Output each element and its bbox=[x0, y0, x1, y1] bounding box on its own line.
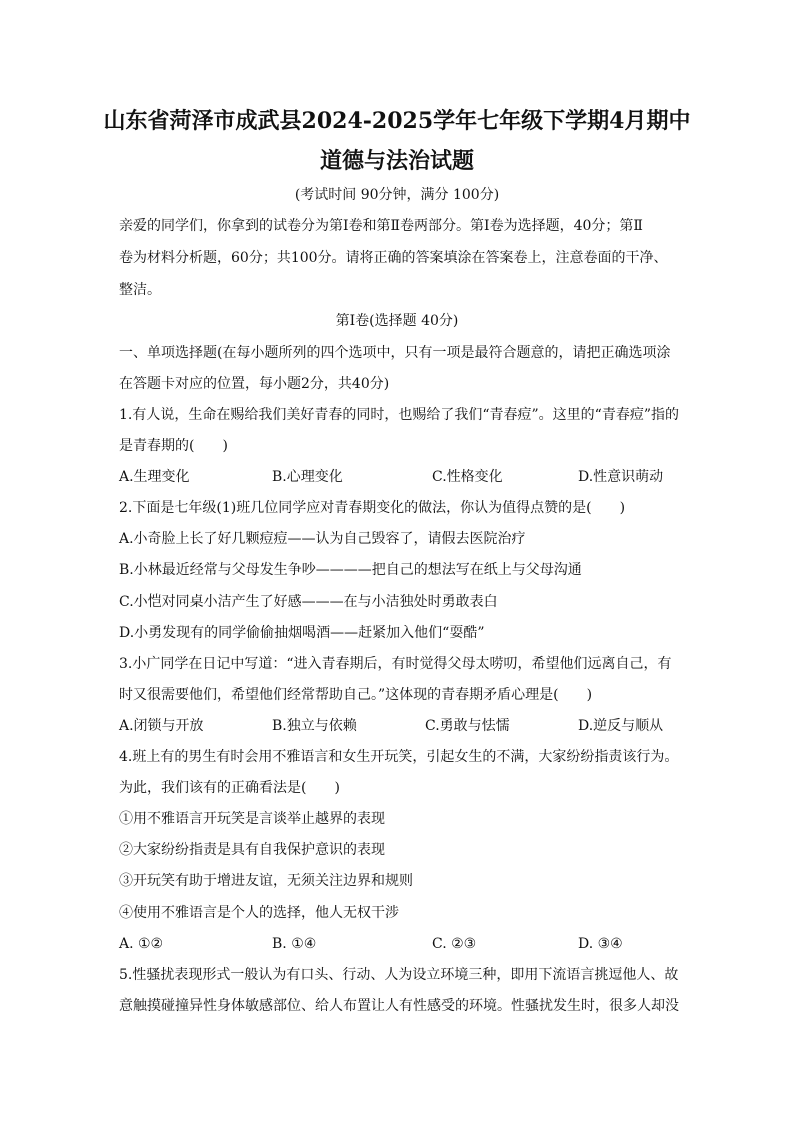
intro-line: 卷为材料分析题，60分；共100分。请将正确的答案填涂在答案卷上，注意卷面的干净、 bbox=[119, 250, 668, 266]
q2-stem: 2.下面是七年级(1)班几位同学应对青春期变化的做法，你认为值得点赞的是( ) bbox=[119, 500, 626, 516]
q1-stem: 是青春期的( ) bbox=[119, 438, 228, 454]
q4-option-c: C. ②③ bbox=[432, 936, 477, 952]
q5-stem: 5.性骚扰表现形式一般认为有口头、行动、人为设立环境三种，即用下流语言挑逗他人、故 bbox=[119, 967, 679, 983]
q4-statement: ②大家纷纷指责是具有自我保护意识的表现 bbox=[119, 842, 385, 858]
q1-option-b: B.心理变化 bbox=[272, 469, 343, 485]
exam-title-line2: 道德与法治试题 bbox=[319, 148, 474, 174]
q4-statement: ③开玩笑有助于增进友谊，无须关注边界和规则 bbox=[119, 873, 413, 889]
q3-stem: 3.小广同学在日记中写道：“进入青春期后，有时觉得父母太唠叨，希望他们远离自己，有 bbox=[119, 656, 672, 672]
q4-option-b: B. ①④ bbox=[272, 936, 317, 952]
q4-statement: ④使用不雅语言是个人的选择，他人无权干涉 bbox=[119, 905, 399, 921]
q2-option-d: D.小勇发现有的同学偷偷抽烟喝酒——赶紧加入他们“耍酷” bbox=[119, 625, 485, 641]
q2-option-a: A.小奇脸上长了好几颗痘痘——认为自己毁容了，请假去医院治疗 bbox=[119, 531, 526, 547]
q3-stem: 时又很需要他们，希望他们经常帮助自己。”这体现的青春期矛盾心理是( ) bbox=[119, 687, 593, 703]
intro-line: 整洁。 bbox=[119, 282, 161, 298]
section-title: 第Ⅰ卷(选择题 40分) bbox=[335, 313, 459, 329]
q2-option-c: C.小恺对同桌小洁产生了好感———在与小洁独处时勇敢表白 bbox=[119, 594, 498, 610]
q5-stem: 意触摸碰撞异性身体敏感部位、给人布置让人有性感受的环境。性骚扰发生时，很多人却没 bbox=[119, 998, 679, 1014]
q1-stem: 1.有人说，生命在赐给我们美好青春的同时，也赐给了我们“青春痘”。这里的“青春痘”指的 bbox=[119, 407, 679, 423]
exam-info: (考试时间 90分钟，满分 100分) bbox=[294, 187, 500, 203]
q3-option-a: A.闭锁与开放 bbox=[119, 718, 204, 734]
exam-title-line1: 山东省菏泽市成武县2024-2025学年七年级下学期4月期中 bbox=[103, 108, 691, 134]
q1-option-c: C.性格变化 bbox=[432, 469, 503, 485]
q4-option-d: D. ③④ bbox=[578, 936, 623, 952]
q3-option-c: C.勇敢与怯懦 bbox=[425, 718, 510, 734]
instructions-line: 一、单项选择题(在每小题所列的四个选项中，只有一项是最符合题意的，请把正确选项涂 bbox=[119, 345, 671, 361]
q1-option-d: D.性意识萌动 bbox=[578, 469, 664, 485]
q4-option-a: A. ①② bbox=[119, 936, 164, 952]
q4-stem: 为此，我们该有的正确看法是( ) bbox=[119, 780, 340, 796]
q3-option-b: B.独立与依赖 bbox=[272, 718, 357, 734]
q3-option-d: D.逆反与顺从 bbox=[578, 718, 664, 734]
q1-option-a: A.生理变化 bbox=[119, 469, 190, 485]
q4-stem: 4.班上有的男生有时会用不雅语言和女生开玩笑，引起女生的不满，大家纷纷指责该行为。 bbox=[119, 749, 679, 765]
q2-option-b: B.小林最近经常与父母发生争吵————把自己的想法写在纸上与父母沟通 bbox=[119, 562, 582, 578]
intro-line: 亲爱的同学们，你拿到的试卷分为第Ⅰ卷和第Ⅱ卷两部分。第Ⅰ卷为选择题，40分；第Ⅱ bbox=[119, 218, 643, 234]
q4-statement: ①用不雅语言开玩笑是言谈举止越界的表现 bbox=[119, 811, 385, 827]
instructions-line: 在答题卡对应的位置，每小题2分，共40分) bbox=[119, 376, 390, 392]
